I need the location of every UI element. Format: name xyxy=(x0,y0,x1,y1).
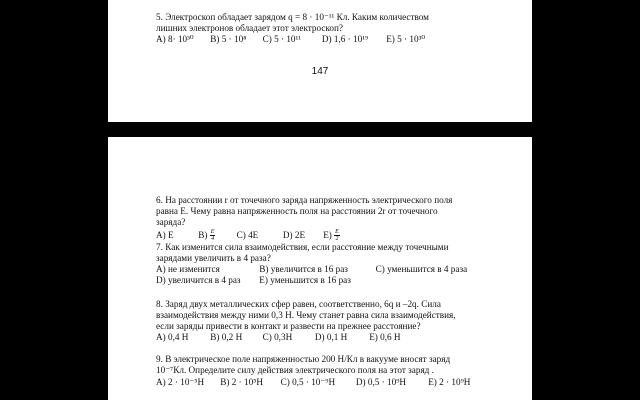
q9-option-e: E) 2 · 10⁹H xyxy=(428,377,471,387)
q8-option-d: D) 0,1 H xyxy=(314,332,348,342)
q9-options xyxy=(156,377,470,388)
q7-option-a: A) не изменится xyxy=(156,264,220,274)
q6-option-e xyxy=(323,229,340,242)
q5-options xyxy=(156,34,425,45)
q5-option-e: E) 5 · 10³⁰ xyxy=(386,34,426,44)
q7-line-2: зарядами увеличить в 4 раза? xyxy=(156,253,271,263)
q6-option-e-denominator: 2 xyxy=(335,236,339,242)
q6-option-b xyxy=(198,229,234,242)
q7-option-b: B) увеличится в 16 раз xyxy=(259,264,348,274)
q5-line-1: 5. Электроскоп обладает зарядом q = 8 · 10⁻¹¹ Кл. Каким количеством xyxy=(156,12,429,22)
q7-option-d: D) увеличится в 4 раз xyxy=(156,275,241,285)
q5-option-d: D) 1,6 · 10¹⁹ xyxy=(321,34,369,44)
q8-option-e: E) 0,6 H xyxy=(369,332,401,342)
q6-options xyxy=(156,229,340,242)
page-top xyxy=(108,0,532,122)
q6-option-d: D) 2E xyxy=(282,229,306,240)
q5-line-2: лишних электронов обладает этот электроскоп? xyxy=(156,23,343,33)
q8-option-c: C) 0,3H xyxy=(262,332,293,342)
q6-option-e-label: E) xyxy=(323,229,332,240)
q6-option-a: A) E xyxy=(156,229,174,240)
q6-option-c: C) 4E xyxy=(236,229,259,240)
q6-option-e-numerator: E xyxy=(335,229,339,235)
q9-option-b: B) 2 · 10⁵H xyxy=(220,377,264,387)
q8-line-1: 8. Заряд двух металлических сфер равен, соответственно, 6q и –2q. Сила xyxy=(156,299,441,309)
q6-option-b-label: B) xyxy=(198,229,208,240)
q9-option-d: D) 0,5 · 10⁹H xyxy=(355,377,407,387)
q8-option-b: B) 0,2 H xyxy=(210,332,243,342)
q9-option-c: C) 0,5 · 10⁻⁹H xyxy=(280,377,336,387)
q6-line-2: равна E. Чему равна напряженность поля на расстоянии 2r от точечного xyxy=(156,206,438,216)
page-number: 147 xyxy=(311,66,329,77)
q9-line-1: 9. В электрическое поле напряженностью 200 Н/Кл в вакууме вносят заряд xyxy=(156,354,451,364)
q5-option-b: B) 5 · 10⁸ xyxy=(210,34,247,44)
q6-line-1: 6. На расстоянии r от точечного заряда напряженность электрического поля xyxy=(156,195,453,205)
q6-option-b-denominator: 4 xyxy=(211,236,215,242)
q7-options-row-1 xyxy=(156,264,467,275)
q6-option-b-numerator: E xyxy=(210,229,215,235)
q8-line-3: если заряды привести в контакт и развести на прежнее расстояние? xyxy=(156,321,421,331)
q9-line-2: 10⁻⁷Кл. Определите силу действия электрического поля на этот заряд . xyxy=(156,365,434,375)
page-bottom xyxy=(108,137,532,400)
q8-line-2: взаимодействия между ними 0,3 Н. Чему станет равна сила взаимодействия, xyxy=(156,310,456,320)
q5-option-c: C) 5 · 10¹¹ xyxy=(262,34,302,44)
q6-line-3: заряда? xyxy=(156,217,186,227)
q6-option-e-fraction xyxy=(334,229,340,242)
q8-option-a: A) 0,4 H xyxy=(156,332,189,342)
q7-options-row-2 xyxy=(156,275,351,286)
q7-option-e: E) уменьшится в 16 раз xyxy=(259,275,351,285)
q7-option-c: C) уменьшится в 4 раза xyxy=(375,264,468,274)
q6-option-b-fraction xyxy=(210,229,216,242)
q9-option-a: A) 2 · 10⁻⁵H xyxy=(156,377,205,387)
q5-option-a: A) 8· 10³⁰ xyxy=(156,34,194,44)
q8-options xyxy=(156,332,401,343)
q7-line-1: 7. Как изменится сила взаимодействия, если расстояние между точечными xyxy=(156,242,449,252)
